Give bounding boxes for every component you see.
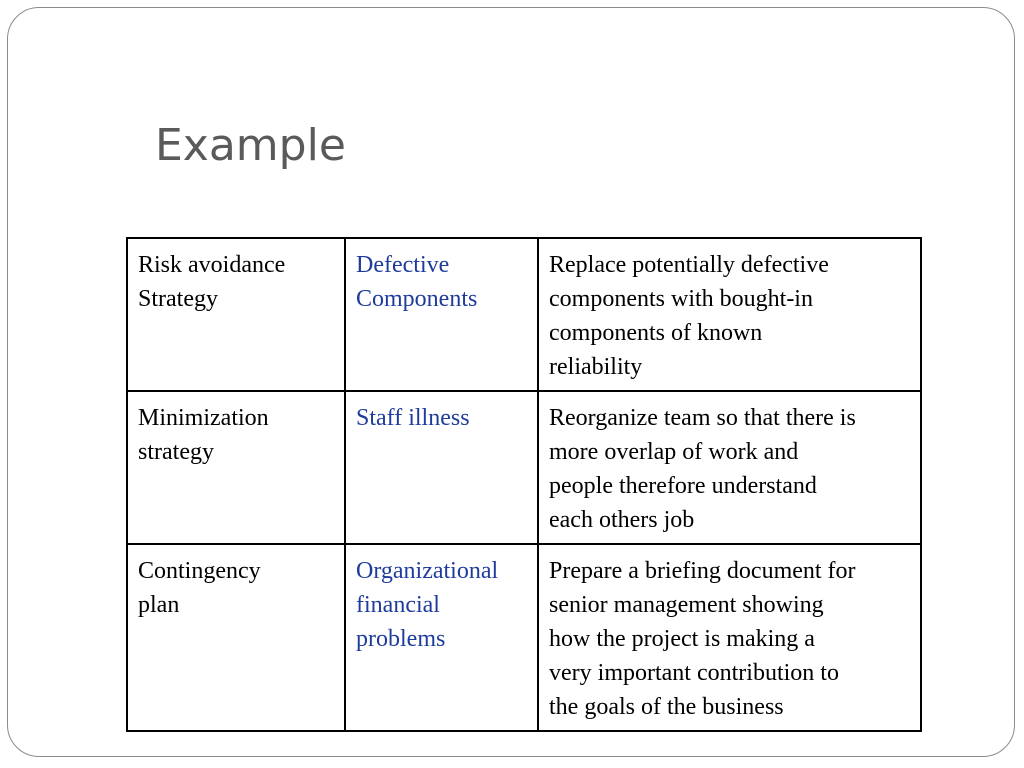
strategy-text-line: Strategy bbox=[138, 286, 218, 312]
action-cell bbox=[538, 238, 921, 391]
table-row bbox=[127, 391, 921, 544]
action-text-line: reliability bbox=[549, 354, 643, 380]
risk-cell bbox=[345, 238, 538, 391]
strategy-text-line: strategy bbox=[138, 439, 214, 465]
action-text-line: Replace potentially defective bbox=[549, 252, 829, 278]
action-text-line: people therefore understand bbox=[549, 473, 817, 499]
strategy-cell bbox=[127, 391, 345, 544]
strategy-text-line: Minimization bbox=[138, 405, 269, 431]
risk-text-line: Organizational bbox=[356, 558, 499, 584]
action-text-line: Reorganize team so that there is bbox=[549, 405, 856, 431]
strategy-cell bbox=[127, 238, 345, 391]
action-text-line: very important contribution to bbox=[549, 660, 839, 686]
risk-text-line: Components bbox=[356, 286, 478, 312]
risk-text-line: financial bbox=[356, 592, 440, 618]
risk-text-line: Staff illness bbox=[356, 405, 470, 431]
action-text-line: each others job bbox=[549, 507, 695, 533]
risk-cell bbox=[345, 544, 538, 731]
strategy-text-line: plan bbox=[138, 592, 180, 618]
strategy-text-line: Contingency bbox=[138, 558, 261, 584]
table-row bbox=[127, 238, 921, 391]
action-text-line: senior management showing bbox=[549, 592, 824, 618]
strategy-text-line: Risk avoidance bbox=[138, 252, 286, 278]
risk-text-line: Defective bbox=[356, 252, 450, 278]
risk-cell bbox=[345, 391, 538, 544]
action-text-line: components with bought-in bbox=[549, 286, 813, 312]
action-text-line: components of known bbox=[549, 320, 763, 346]
action-text-line: more overlap of work and bbox=[549, 439, 799, 465]
risk-strategy-table bbox=[126, 237, 922, 732]
action-text-line: the goals of the business bbox=[549, 694, 784, 720]
risk-text-line: problems bbox=[356, 626, 446, 652]
strategy-cell bbox=[127, 544, 345, 731]
table-row bbox=[127, 544, 921, 731]
action-cell bbox=[538, 544, 921, 731]
action-text-line: Prepare a briefing document for bbox=[549, 558, 856, 584]
slide-title: Example bbox=[155, 120, 346, 171]
action-text-line: how the project is making a bbox=[549, 626, 815, 652]
action-cell bbox=[538, 391, 921, 544]
